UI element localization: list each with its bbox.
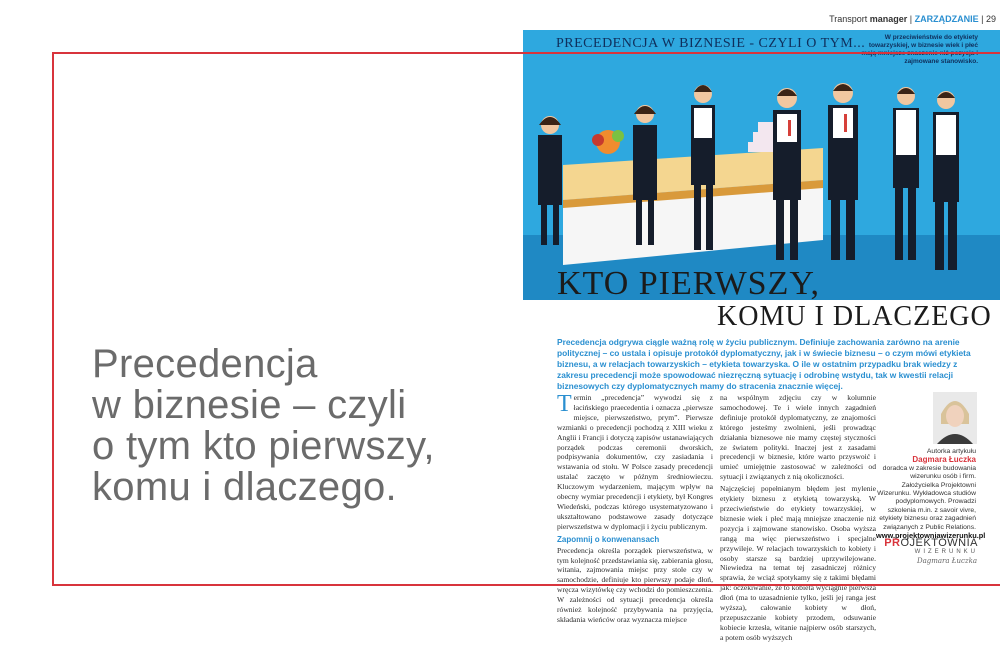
brand-logo-accent: PR [884, 537, 901, 549]
author-box [876, 448, 986, 541]
paragraph-text: ermin „precedencja” wywodzi się z łacińskiego praecedentia i oznacza „pierwsze miejsce, pierwszeństwo, prym”. Pierwsze wzmianki o precedencji pochodzą z XIII wieku z Anglii i Francji i dotyczą zapisów ustanawiających porządek podczas ceremonii dworskich, podpisywania dokumentów, czy zasiadania i wstawania od stołu. W Polsce zasady precedencji ustalać zaczęto w późnym średniowieczu. Kluczowym wydarzeniem, mającym wpływ na obecny wymiar precedencji i etykiety, był Kongres Wiedeński, podczas którego usystematyzowano i ukształtowano podstawowe zasady dotyczące pierwszeństwa w dyplomacji i życiu publicznym. [557, 393, 713, 531]
article-column-2 [720, 393, 876, 645]
page-headline [92, 344, 512, 508]
paragraph: Najczęściej popełnianym błędem jest mylenie etykiety biznesu z etykietą towarzyską. W przeciwieństwie do etykiety towarzyskiej, w biznesie wiek i płeć mają mniejsze znaczenie niż pozycja i zajmowane stanowisko. Osoba wyższa rangą ma więc pierwszeństwo i specjalne przywileje. W relacjach towarzyskich to kobiety i osoby starsze są bardziej uprzywilejowane. Niewiedza na temat tej zasadniczej różnicy sprawia, że wciąż spotykamy się z takimi błędami jak: oczekiwanie, że to kobieta wyciągnie pierwsza dłoń (ma to uzasadnienie tylko, jeśli jej ranga jest wyższa), całowanie kobiety w dłoń, przepuszczanie kobiety przodem, odsuwanie kobiecie krzesła, witanie najpierw osób starszych, a potem osób wyższych [720, 484, 876, 642]
brand-logo-text: OJEKTOWNIA [900, 537, 978, 549]
article-lead: Precedencja odgrywa ciągle ważną rolę w życiu publicznym. Definiuje zachowania zarówno na arenie politycznej – co ustala i opisuje protokół dyplomatyczny, jak i w świecie biznesu – o czym mówi etykieta biznesu, a w relacjach towarzyskich – etykieta towarzyska. O ile w ostatnim przypadku brak wiedzy z zakresu precedencji może spowodować niezręczną sytuację i odrobinę wstydu, tak w kwestii relacji biznesowych czy dyplomatycznych mamy do stracenia znacznie więcej. [557, 337, 971, 391]
article-title-line2: KOMU I DLACZEGO [717, 301, 992, 332]
author-bio: doradca w zakresie budowania wizerunku osób i firm. Założycielka Projektowni Wizerunku. Wykładowca studiów podyplomowych. Prowadzi szkolenia m.in. z savoir vivre, etykiety biznesu oraz zagadnień związanych z Public Relations. [877, 464, 976, 531]
page-number: 29 [985, 14, 996, 24]
author-caption: Autorka artykułu [926, 448, 976, 455]
brand-logo-subtitle: WIZERUNKU [914, 549, 978, 555]
author-photo [933, 392, 977, 444]
magazine-name-bold: manager [869, 14, 908, 24]
article-illustration [523, 30, 1000, 300]
running-header [829, 14, 996, 24]
headline-line: o tym kto pierwszy, [92, 424, 435, 468]
headline-line: komu i dlaczego. [92, 465, 397, 509]
article-title-line1: KTO PIERWSZY, [557, 265, 821, 302]
section-label: ZARZĄDZANIE [914, 14, 979, 24]
brand-logo [882, 537, 978, 549]
subheading: Zapomnij o konwenansach [557, 534, 660, 544]
separator: | [978, 14, 986, 24]
drop-cap: T [557, 391, 572, 417]
author-name: Dagmara Łuczka [912, 455, 976, 465]
author-url[interactable]: www.projektowniawizerunku.pl [876, 531, 986, 541]
headline-line: w biznesie – czyli [92, 383, 407, 427]
paragraph: Precedencja określa porządek pierwszeństwa, w tym kolejność przedstawiania się, zabierania głosu, witania, zajmowania miejsc przy stole czy w samochodzie, definiuje kto pierwszy podaje dłoń, wręcza wizytówkę czy wchodzi do pomieszczenia. W zależności od sytuacji precedencja określa również kolejność przybywania na przyjęcia, składania wieńców oraz wyznacza miejsce [557, 545, 713, 624]
separator: | [907, 14, 915, 24]
magazine-name: Transport [829, 14, 870, 24]
illustration-heading: PRECEDENCJA W BIZNESIE - CZYLI O TYM... [556, 36, 866, 51]
paragraph [557, 393, 713, 532]
author-signature: Dagmara Łuczka [916, 557, 977, 565]
headline-line: Precedencja [92, 342, 318, 386]
article-column-1 [557, 393, 713, 627]
illustration-note: W przeciwieństwie do etykiety towarzyskiej, w biznesie wiek i płeć mają mniejsze znaczenie niż pozycja i zajmowane stanowisko. [861, 34, 978, 65]
business-reception-illustration [523, 30, 1000, 300]
paragraph: na wspólnym zdjęciu czy w kolumnie samochodowej. Te i wiele innych zagadnień definiuje protokół dyplomatyczny, ze znajomości którego jesteśmy zwolnieni, jeśli prowadząc działania biznesowe nie mamy częstej styczności ze światem polityki. Inaczej jest z zasadami precedencji w biznesie, które warto przyswoić i umieć umiejętnie zastosować w zależności od sytuacji i związanych z nią okoliczności. [720, 393, 876, 482]
